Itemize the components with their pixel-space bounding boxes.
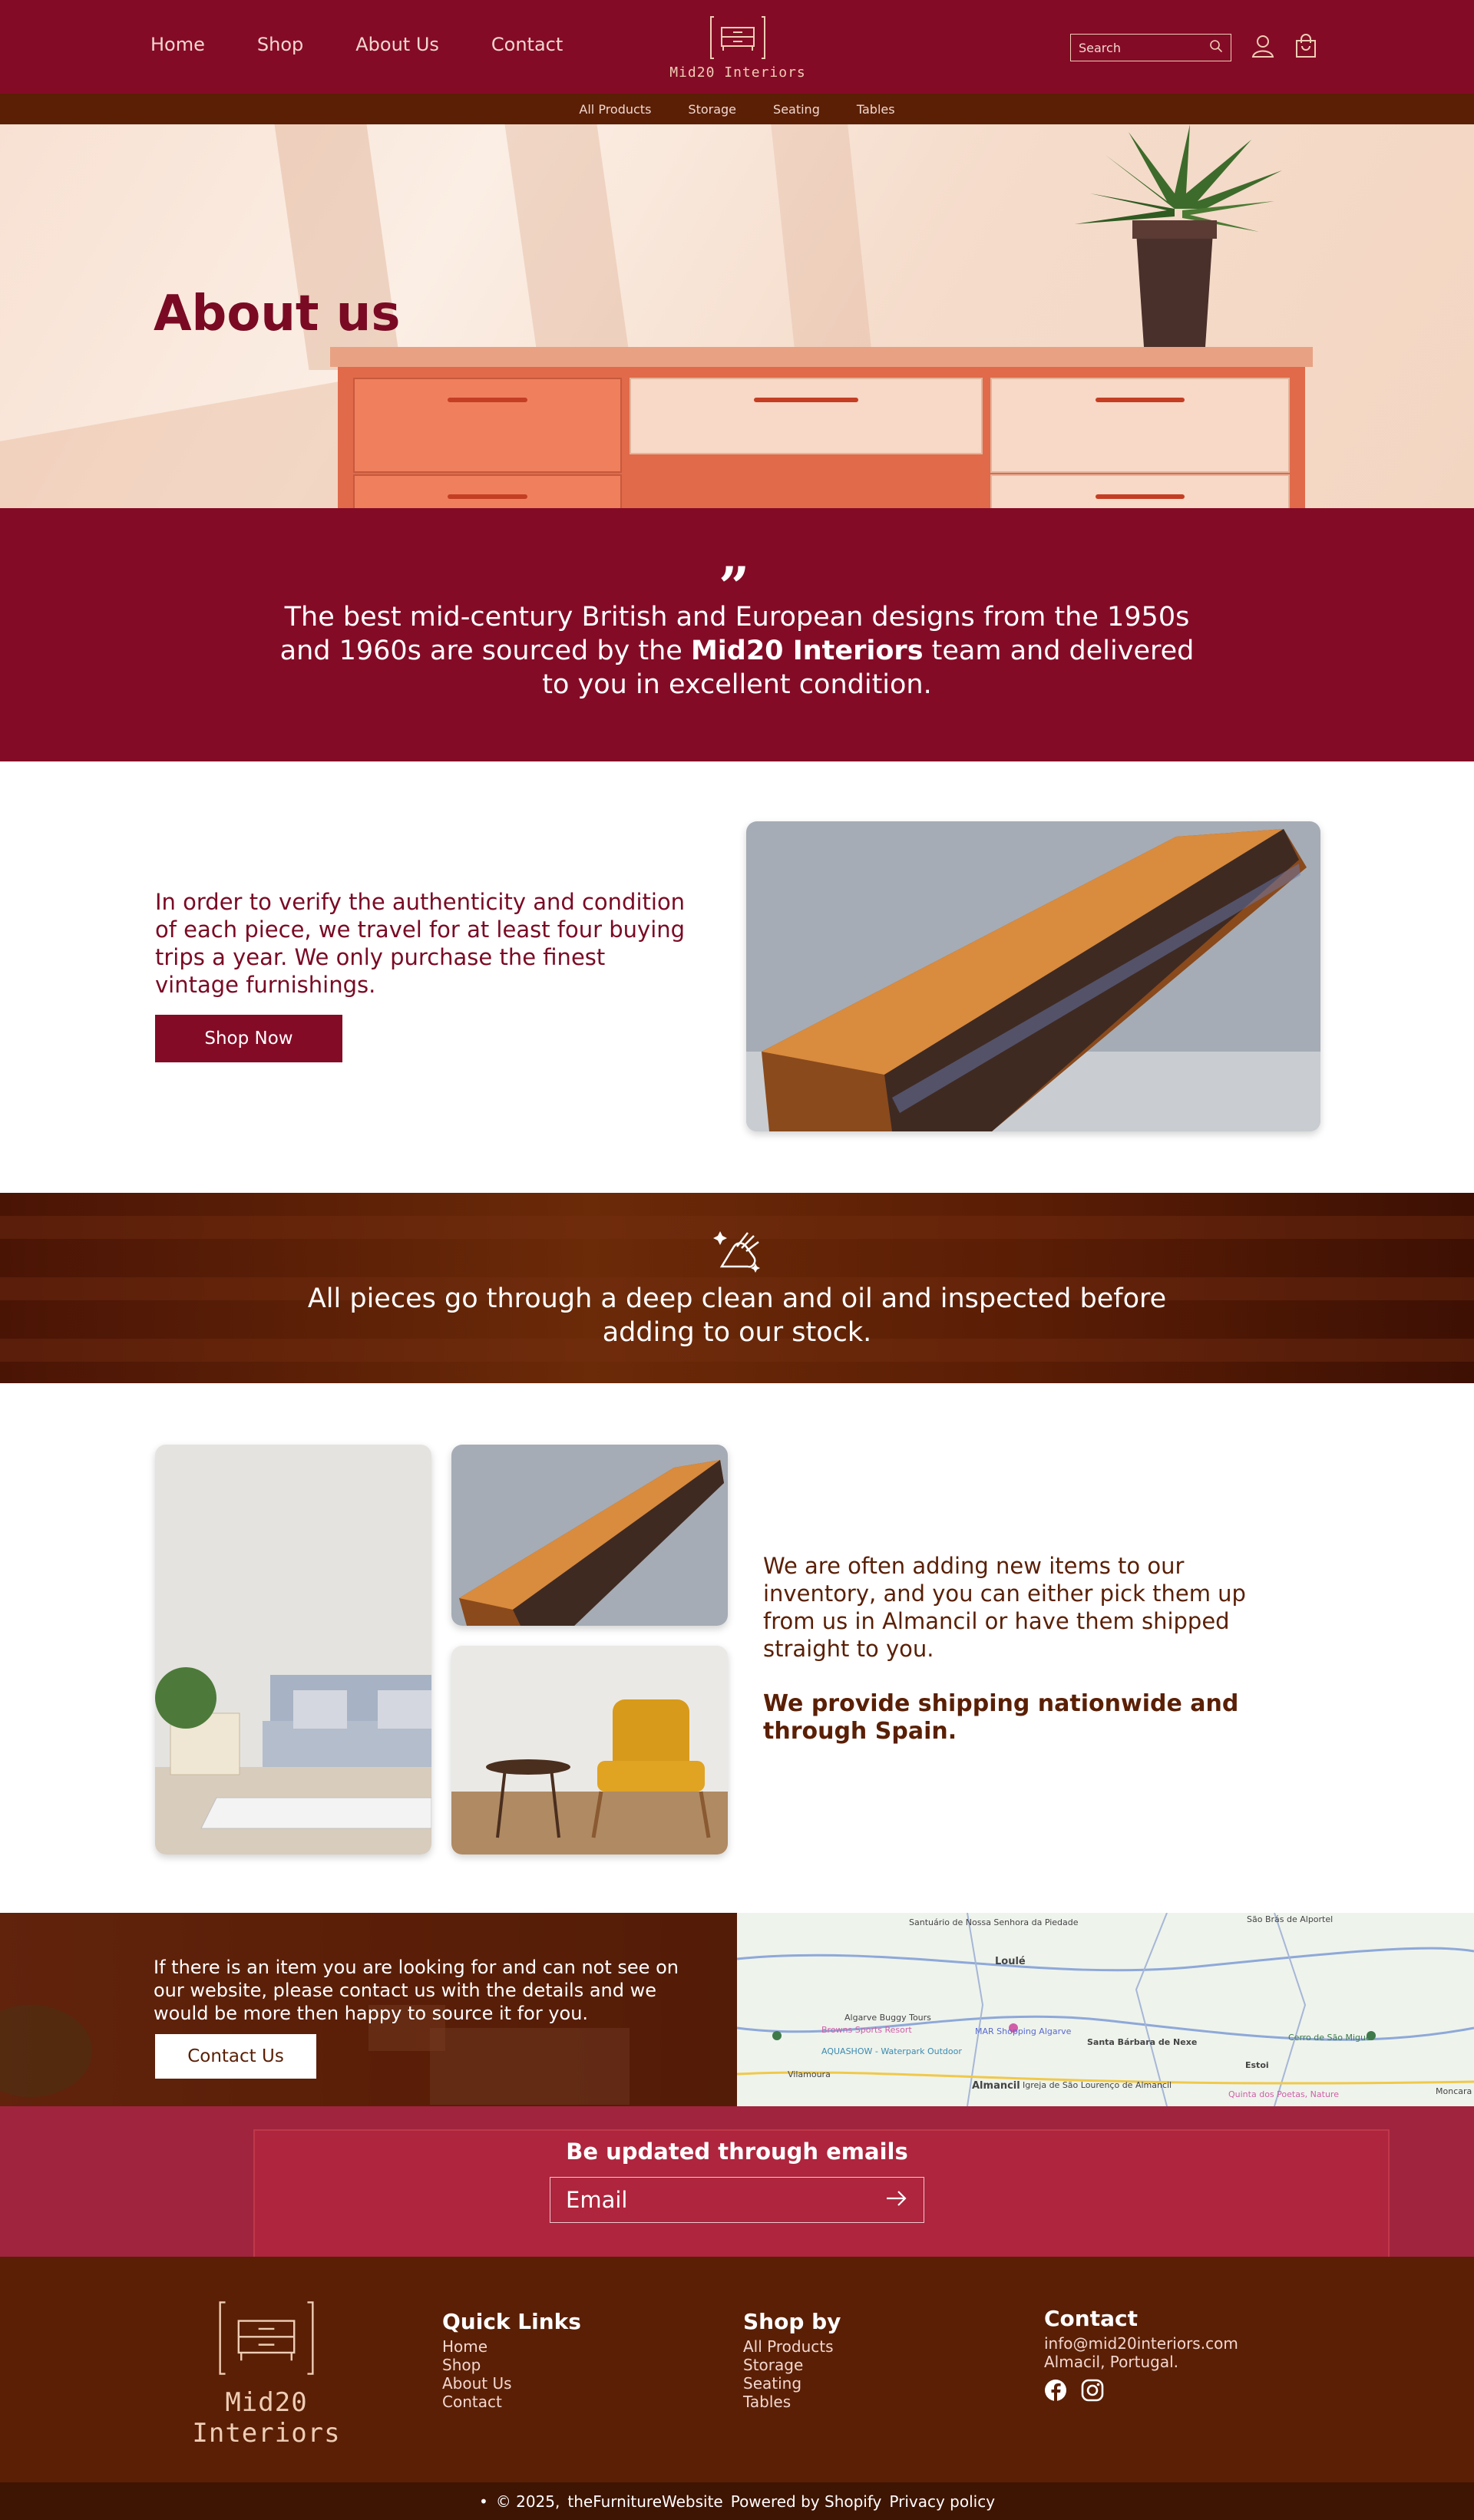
quote-band (0, 508, 1474, 761)
shipping-note: We provide shipping nationwide and through Spain. (763, 1690, 1239, 1745)
search-input[interactable] (1079, 41, 1201, 55)
arrow-right-icon[interactable] (885, 2189, 908, 2211)
footer-link-tables[interactable]: Tables (743, 2393, 792, 2411)
contact-us-button[interactable]: Contact Us (155, 2034, 316, 2079)
authenticity-text: In order to verify the authenticity and condition of each piece, we travel for at least four buying trips a year. We only purchase the finest vintage furnishings. (155, 889, 686, 998)
map-label: Algarve Buggy Tours (844, 2013, 931, 2023)
search-box[interactable] (1070, 34, 1231, 61)
shop-by-column (743, 2309, 841, 2411)
site-header (0, 0, 1474, 94)
inventory-description: We are often adding new items to our inventory, and you can either pick them up from us in Almancil or have them shipped straight to you. (763, 1553, 1246, 1662)
source-request-text: If there is an item you are looking for and can not see on our website, please contact us with the details and we would be more then happy to source it for you. (154, 1957, 679, 2024)
desk-image (330, 347, 1313, 508)
map-label: Cerro de São Miguel (1288, 2033, 1373, 2043)
nav-about-us[interactable]: About Us (355, 34, 439, 55)
window-shadow (505, 124, 632, 370)
copyright-text: © 2025, (495, 2492, 560, 2511)
footer-bottom-bar (0, 2482, 1474, 2520)
contact-strip (0, 1913, 737, 2106)
email-input[interactable] (566, 2187, 873, 2213)
map-label: Almancil (972, 2080, 1020, 2092)
cleaning-text: All pieces go through a deep clean and oil and inspected before adding to our stock. (307, 1283, 1167, 1348)
nav-shop[interactable]: Shop (256, 34, 304, 55)
quote-text: The best mid-century British and European designs from the 1950s and 1960s are sourced by the Mid20 Interiors team and delivered to you in excellent condition. (279, 602, 1195, 700)
inventory-section (0, 1383, 1474, 1913)
category-storage[interactable]: Storage (688, 101, 737, 117)
map-label: São Brás de Alportel (1247, 1914, 1334, 1924)
footer-link-contact[interactable]: Contact (442, 2393, 502, 2411)
footer-link-seating[interactable]: Seating (743, 2374, 802, 2393)
site-name-link[interactable]: theFurnitureWebsite (567, 2492, 723, 2511)
newsletter-section (0, 2106, 1474, 2257)
nav-home[interactable]: Home (150, 34, 205, 55)
contact-title: Contact (1044, 2306, 1138, 2331)
map-label: Moncara (1436, 2086, 1472, 2096)
shop-now-button[interactable]: Shop Now (155, 1015, 342, 1062)
potted-plant-image (1059, 124, 1290, 355)
footer-link-shop[interactable]: Shop (442, 2356, 481, 2374)
location-map[interactable] (737, 1913, 1474, 2106)
footer-link-about-us[interactable]: About Us (442, 2374, 512, 2393)
account-icon[interactable] (1251, 34, 1274, 61)
cart-icon[interactable] (1294, 34, 1317, 61)
email-signup-box[interactable] (550, 2177, 924, 2223)
page-title: About us (154, 286, 401, 342)
instagram-icon[interactable] (1081, 2379, 1104, 2405)
category-seating[interactable]: Seating (773, 101, 820, 117)
map-label: Loulé (995, 1956, 1026, 1967)
hero-banner (0, 124, 1474, 508)
footer-logo-text: Mid20 Interiors (192, 2387, 341, 2449)
sideboard-image (746, 821, 1320, 1131)
contact-email[interactable]: info@mid20interiors.com (1044, 2334, 1238, 2353)
map-label: Santa Bárbara de Nexe (1087, 2037, 1198, 2047)
newsletter-title: Be updated through emails (566, 2139, 908, 2165)
sofa-room-image (155, 1445, 431, 1854)
map-label: MAR Shopping Algarve (975, 2026, 1072, 2036)
contact-column (1044, 2306, 1238, 2405)
armchair-image (451, 1646, 728, 1854)
social-links (1044, 2379, 1238, 2405)
contact-address: Almacil, Portugal. (1044, 2353, 1178, 2371)
map-label: AQUASHOW - Waterpark Outdoor (821, 2046, 962, 2056)
window-shadow (771, 124, 872, 355)
inventory-text (763, 1552, 1285, 1746)
main-nav (150, 34, 563, 55)
bullet: • (478, 2492, 488, 2511)
map-label: Santuário de Nossa Senhora da Piedade (909, 1917, 1079, 1927)
category-tables[interactable]: Tables (856, 101, 895, 117)
powered-by-shopify-link[interactable]: Powered by Shopify (730, 2492, 882, 2511)
footer-logo[interactable] (147, 2300, 385, 2449)
map-label: Browns Sports Resort (821, 2025, 912, 2035)
quick-links-title: Quick Links (442, 2309, 581, 2334)
footer-link-storage[interactable]: Storage (743, 2356, 804, 2374)
site-footer (0, 2257, 1474, 2482)
authenticity-section (0, 761, 1474, 1193)
brand-name: Mid20 Interiors (690, 636, 924, 666)
quote-icon: ” (719, 555, 750, 619)
facebook-icon[interactable] (1044, 2379, 1067, 2405)
sideboard-thumb-image (451, 1445, 728, 1626)
shop-by-title: Shop by (743, 2309, 841, 2334)
map-label: Igreja de São Lourenço de Almancil (1023, 2080, 1172, 2090)
map-label: Estoi (1245, 2060, 1269, 2070)
logo-text: Mid20 Interiors (669, 64, 806, 81)
sideboard-logo-icon (709, 15, 766, 60)
quick-links-column (442, 2309, 581, 2411)
search-icon[interactable] (1209, 39, 1223, 56)
cleaning-hand-icon (711, 1224, 763, 1279)
map-label: Quinta dos Poetas, Nature (1228, 2089, 1339, 2099)
site-logo[interactable] (665, 15, 811, 89)
map-label: Vilamoura (788, 2069, 831, 2079)
nav-contact[interactable]: Contact (491, 34, 563, 55)
map-roads (737, 1913, 1474, 2106)
footer-link-all-products[interactable]: All Products (743, 2337, 834, 2356)
category-nav (0, 94, 1474, 124)
privacy-policy-link[interactable]: Privacy policy (889, 2492, 996, 2511)
category-all-products[interactable]: All Products (579, 101, 652, 117)
sideboard-logo-icon (216, 2300, 316, 2376)
footer-link-home[interactable]: Home (442, 2337, 488, 2356)
cleaning-band (0, 1193, 1474, 1383)
